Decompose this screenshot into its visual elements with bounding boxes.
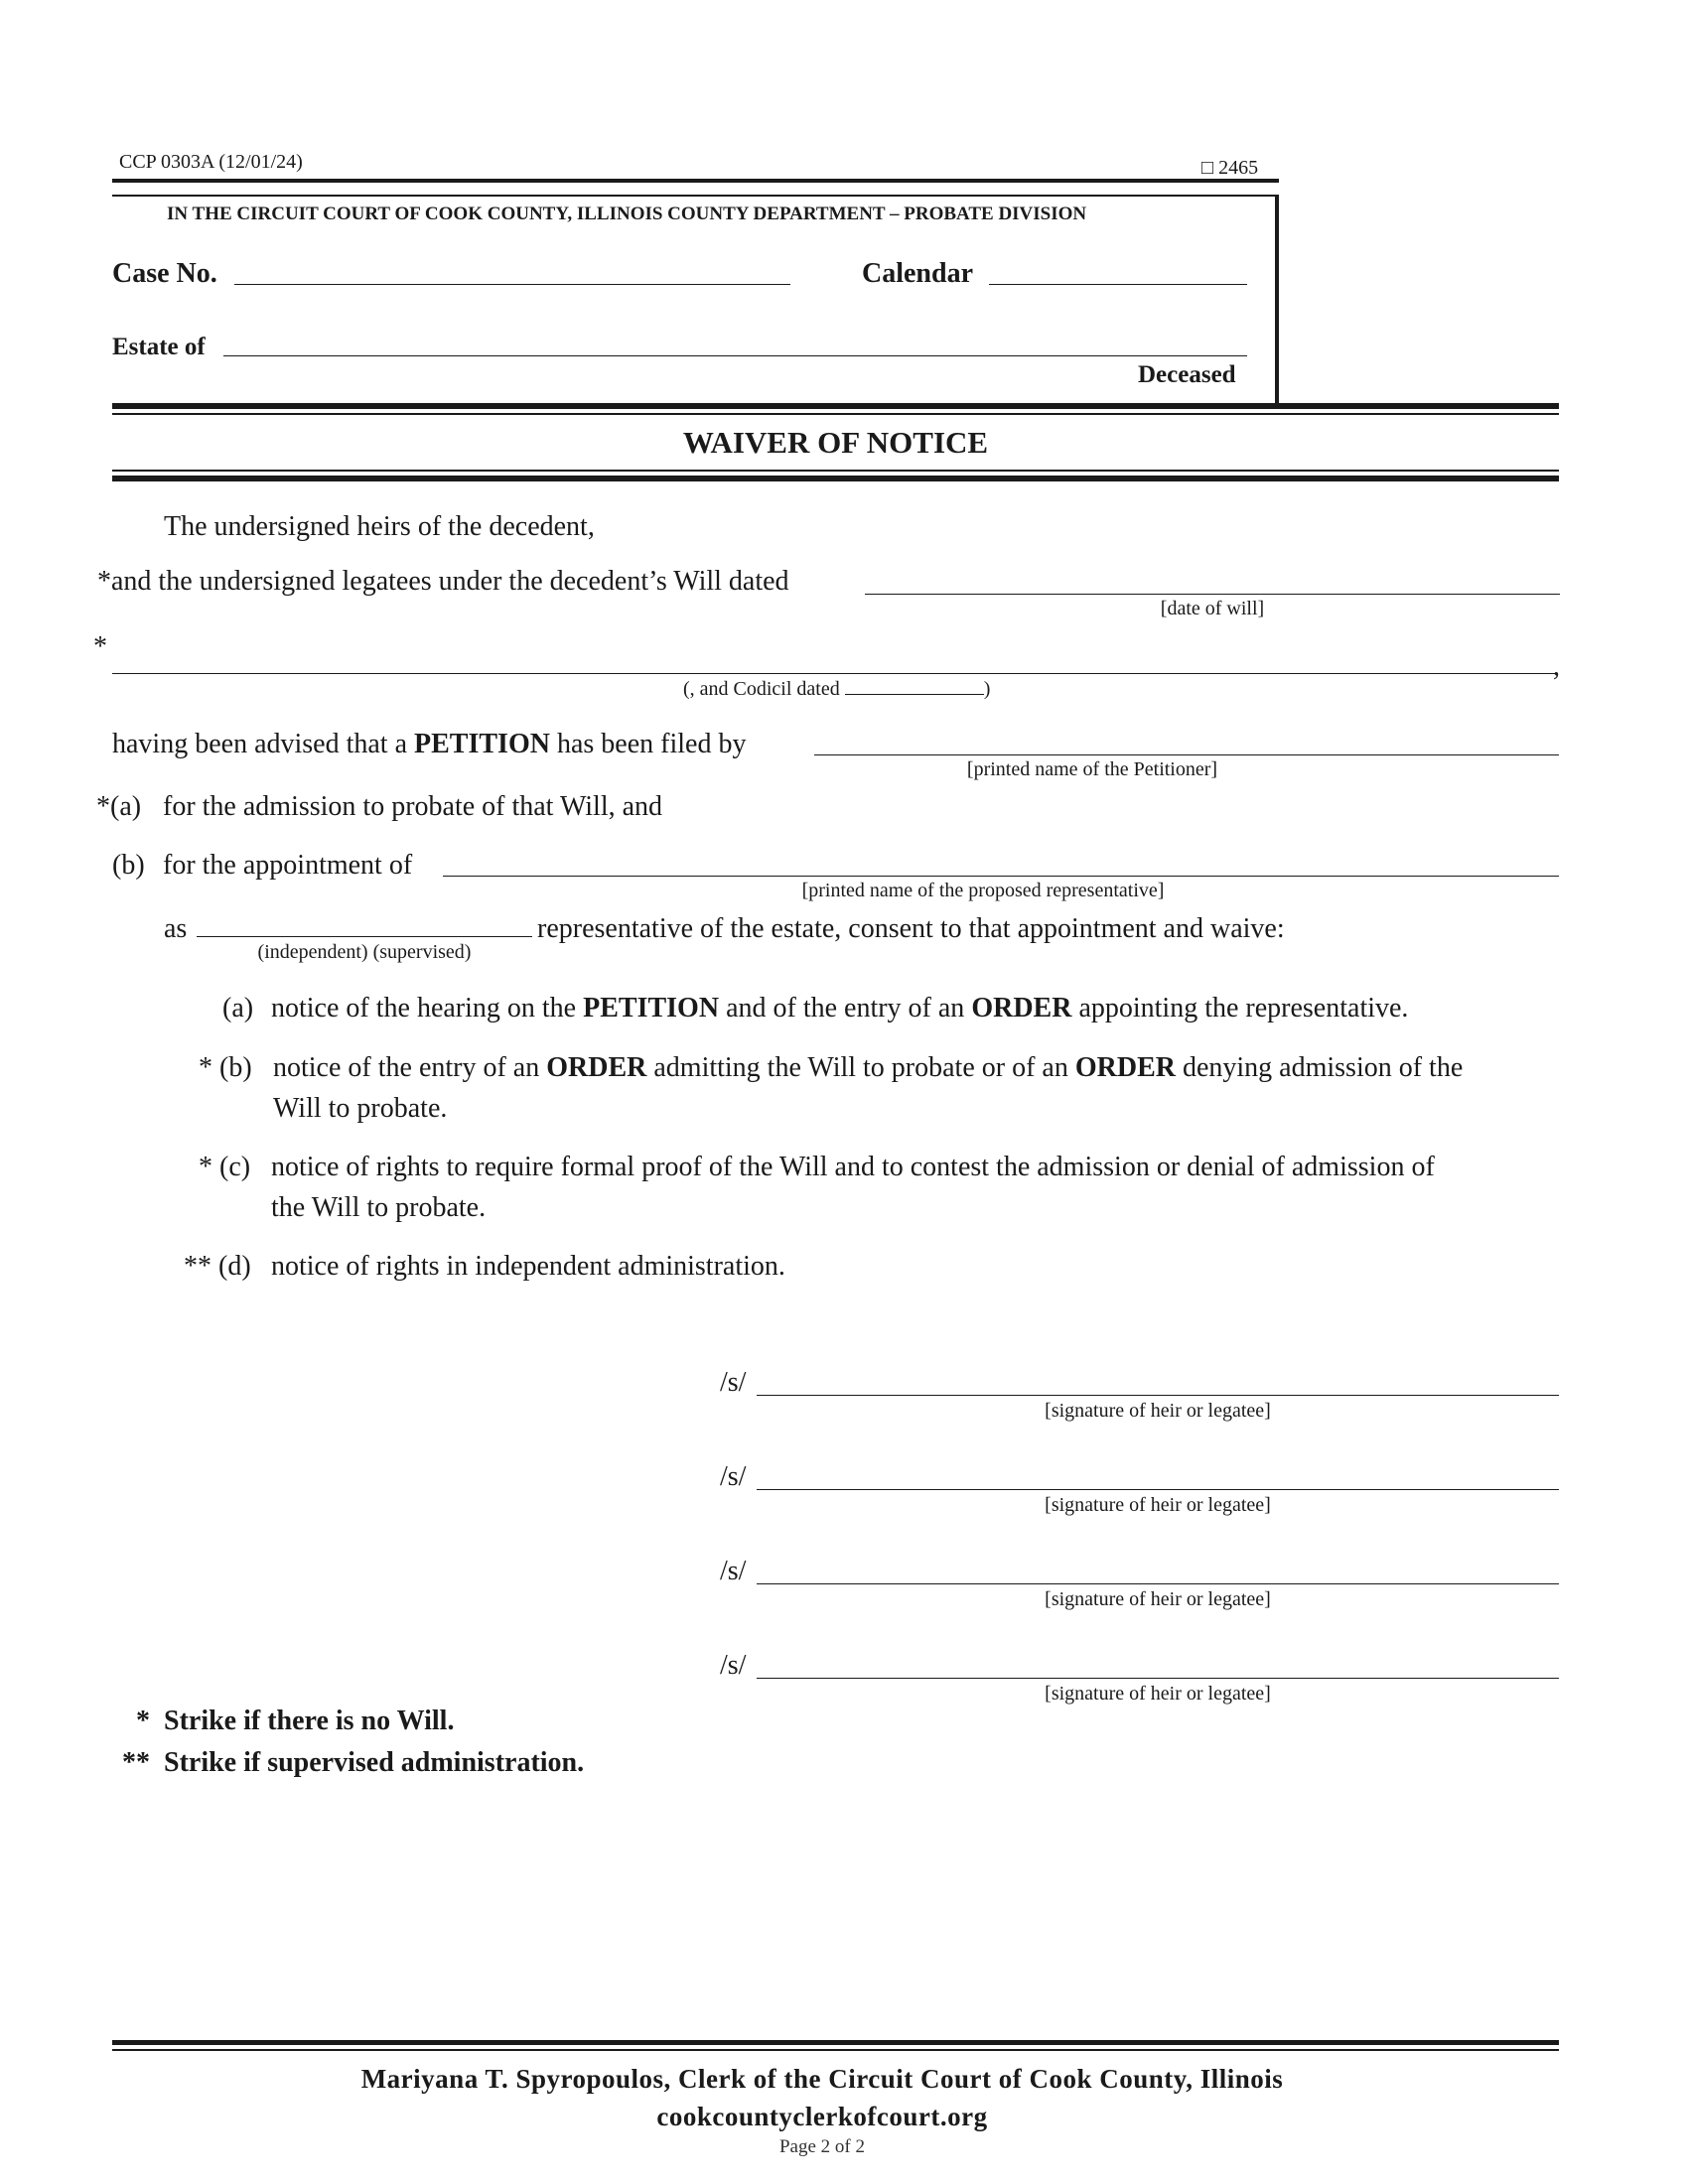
page-title: WAIVER OF NOTICE	[682, 425, 989, 460]
administration-type-field[interactable]	[197, 936, 532, 937]
signature-prefix-4: /s/	[720, 1650, 747, 1681]
waiver-b-t1: notice of the entry of an	[273, 1052, 547, 1083]
header-inner-rule	[112, 195, 1279, 197]
note-2-marker: **	[122, 1747, 150, 1778]
case-no-label: Case No.	[112, 258, 217, 289]
footer-thick-rule	[112, 2040, 1559, 2045]
case-no-field[interactable]	[234, 284, 790, 285]
estate-of-field[interactable]	[223, 355, 1247, 356]
petitioner-field[interactable]	[814, 754, 1559, 755]
calendar-field[interactable]	[989, 284, 1247, 285]
signature-prefix-2: /s/	[720, 1461, 747, 1492]
signature-field-3[interactable]	[757, 1583, 1559, 1584]
signature-caption-3: [signature of heir or legatee]	[1045, 1588, 1271, 1610]
waiver-b-b2: ORDER	[1074, 1052, 1176, 1083]
item-b-text: for the appointment of	[163, 850, 413, 881]
waiver-b-line1	[273, 1052, 1463, 1084]
waiver-b-b1: ORDER	[546, 1052, 647, 1083]
waiver-d-line1: notice of rights in independent administration.	[271, 1251, 785, 1282]
signature-field-2[interactable]	[757, 1489, 1559, 1490]
waiver-b-t3: denying admission of the	[1175, 1052, 1464, 1083]
signature-caption-4: [signature of heir or legatee]	[1045, 1683, 1271, 1705]
legatees-text: *and the undersigned legatees under the decedent’s Will dated	[97, 566, 789, 597]
codicil-star: *	[93, 631, 107, 662]
waiver-c-line2: the Will to probate.	[271, 1192, 487, 1223]
waiver-b-line2: Will to probate.	[273, 1093, 448, 1124]
waiver-a-marker: (a)	[222, 993, 254, 1024]
title-bottom-thin-rule	[112, 470, 1559, 472]
header-top-rule	[112, 179, 1279, 183]
court-heading: IN THE CIRCUIT COURT OF COOK COUNTY, ILLINOIS COUNTY DEPARTMENT – PROBATE DIVISION	[167, 204, 1087, 224]
signature-field-1[interactable]	[757, 1395, 1559, 1396]
as-label: as	[164, 913, 188, 944]
waiver-b-t2: admitting the Will to probate or of an	[646, 1052, 1075, 1083]
administration-type-caption: (independent) (supervised)	[257, 941, 472, 963]
representative-field[interactable]	[443, 876, 1559, 877]
signature-caption-2: [signature of heir or legatee]	[1045, 1494, 1271, 1516]
title-top-thick-rule	[112, 403, 1559, 409]
waiver-a-t3: appointing the representative.	[1071, 993, 1409, 1024]
note-1-text: Strike if there is no Will.	[164, 1706, 455, 1736]
codicil-comma: ,	[1553, 651, 1560, 682]
form-number: □ 2465	[1201, 157, 1259, 179]
estate-of-label: Estate of	[112, 334, 206, 360]
item-a-marker: *(a)	[96, 791, 142, 822]
header-right-rule	[1275, 195, 1279, 403]
codicil-date-field[interactable]	[845, 694, 984, 695]
signature-prefix-1: /s/	[720, 1367, 747, 1398]
waiver-a-text	[271, 993, 1408, 1024]
page-number: Page 2 of 2	[778, 2136, 865, 2157]
date-of-will-caption: [date of will]	[1160, 598, 1265, 619]
signature-prefix-3: /s/	[720, 1556, 747, 1586]
footer-website[interactable]: cookcountyclerkofcourt.org	[656, 2102, 988, 2131]
petition-text	[112, 729, 746, 760]
waiver-a-b1: PETITION	[583, 993, 720, 1024]
form-code: CCP 0303A (12/01/24)	[119, 151, 303, 173]
footer-clerk: Mariyana T. Spyropoulos, Clerk of the Circuit Court of Cook County, Illinois	[360, 2064, 1284, 2094]
signature-caption-1: [signature of heir or legatee]	[1045, 1400, 1271, 1422]
title-bottom-thick-rule	[112, 476, 1559, 481]
codicil-line-field[interactable]	[112, 673, 1557, 674]
calendar-label: Calendar	[862, 258, 973, 289]
waiver-a-t1: notice of the hearing on the	[271, 993, 584, 1024]
waiver-b-marker: * (b)	[199, 1052, 252, 1083]
waiver-c-line1: notice of rights to require formal proof of the Will and to contest the admission or denial of admission of	[271, 1152, 1435, 1182]
waiver-a-t2: and of the entry of an	[719, 993, 972, 1024]
petitioner-caption: [printed name of the Petitioner]	[966, 758, 1218, 780]
note-2-text: Strike if supervised administration.	[164, 1747, 585, 1778]
title-top-thin-rule	[112, 413, 1559, 415]
codicil-caption-pre: (, and Codicil dated	[683, 678, 840, 700]
deceased-label: Deceased	[1138, 361, 1236, 388]
waiver-d-marker: ** (d)	[184, 1251, 251, 1282]
footer-thin-rule	[112, 2049, 1559, 2051]
petition-word: PETITION	[414, 729, 550, 759]
waiver-a-b2: ORDER	[971, 993, 1072, 1024]
representative-caption: [printed name of the proposed representative]	[801, 880, 1165, 901]
consent-text: representative of the estate, consent to that appointment and waive:	[537, 913, 1285, 944]
petition-pre: having been advised that a	[112, 729, 415, 759]
note-1-marker: *	[136, 1706, 150, 1736]
petition-post: has been filed by	[549, 729, 747, 759]
codicil-caption	[683, 678, 990, 701]
item-b-marker: (b)	[112, 850, 145, 881]
signature-field-4[interactable]	[757, 1678, 1559, 1679]
waiver-c-marker: * (c)	[199, 1152, 251, 1182]
intro-text: The undersigned heirs of the decedent,	[164, 511, 595, 542]
item-a-text: for the admission to probate of that Will, and	[163, 791, 663, 822]
codicil-caption-post: )	[983, 678, 991, 700]
date-of-will-field[interactable]	[865, 594, 1560, 595]
